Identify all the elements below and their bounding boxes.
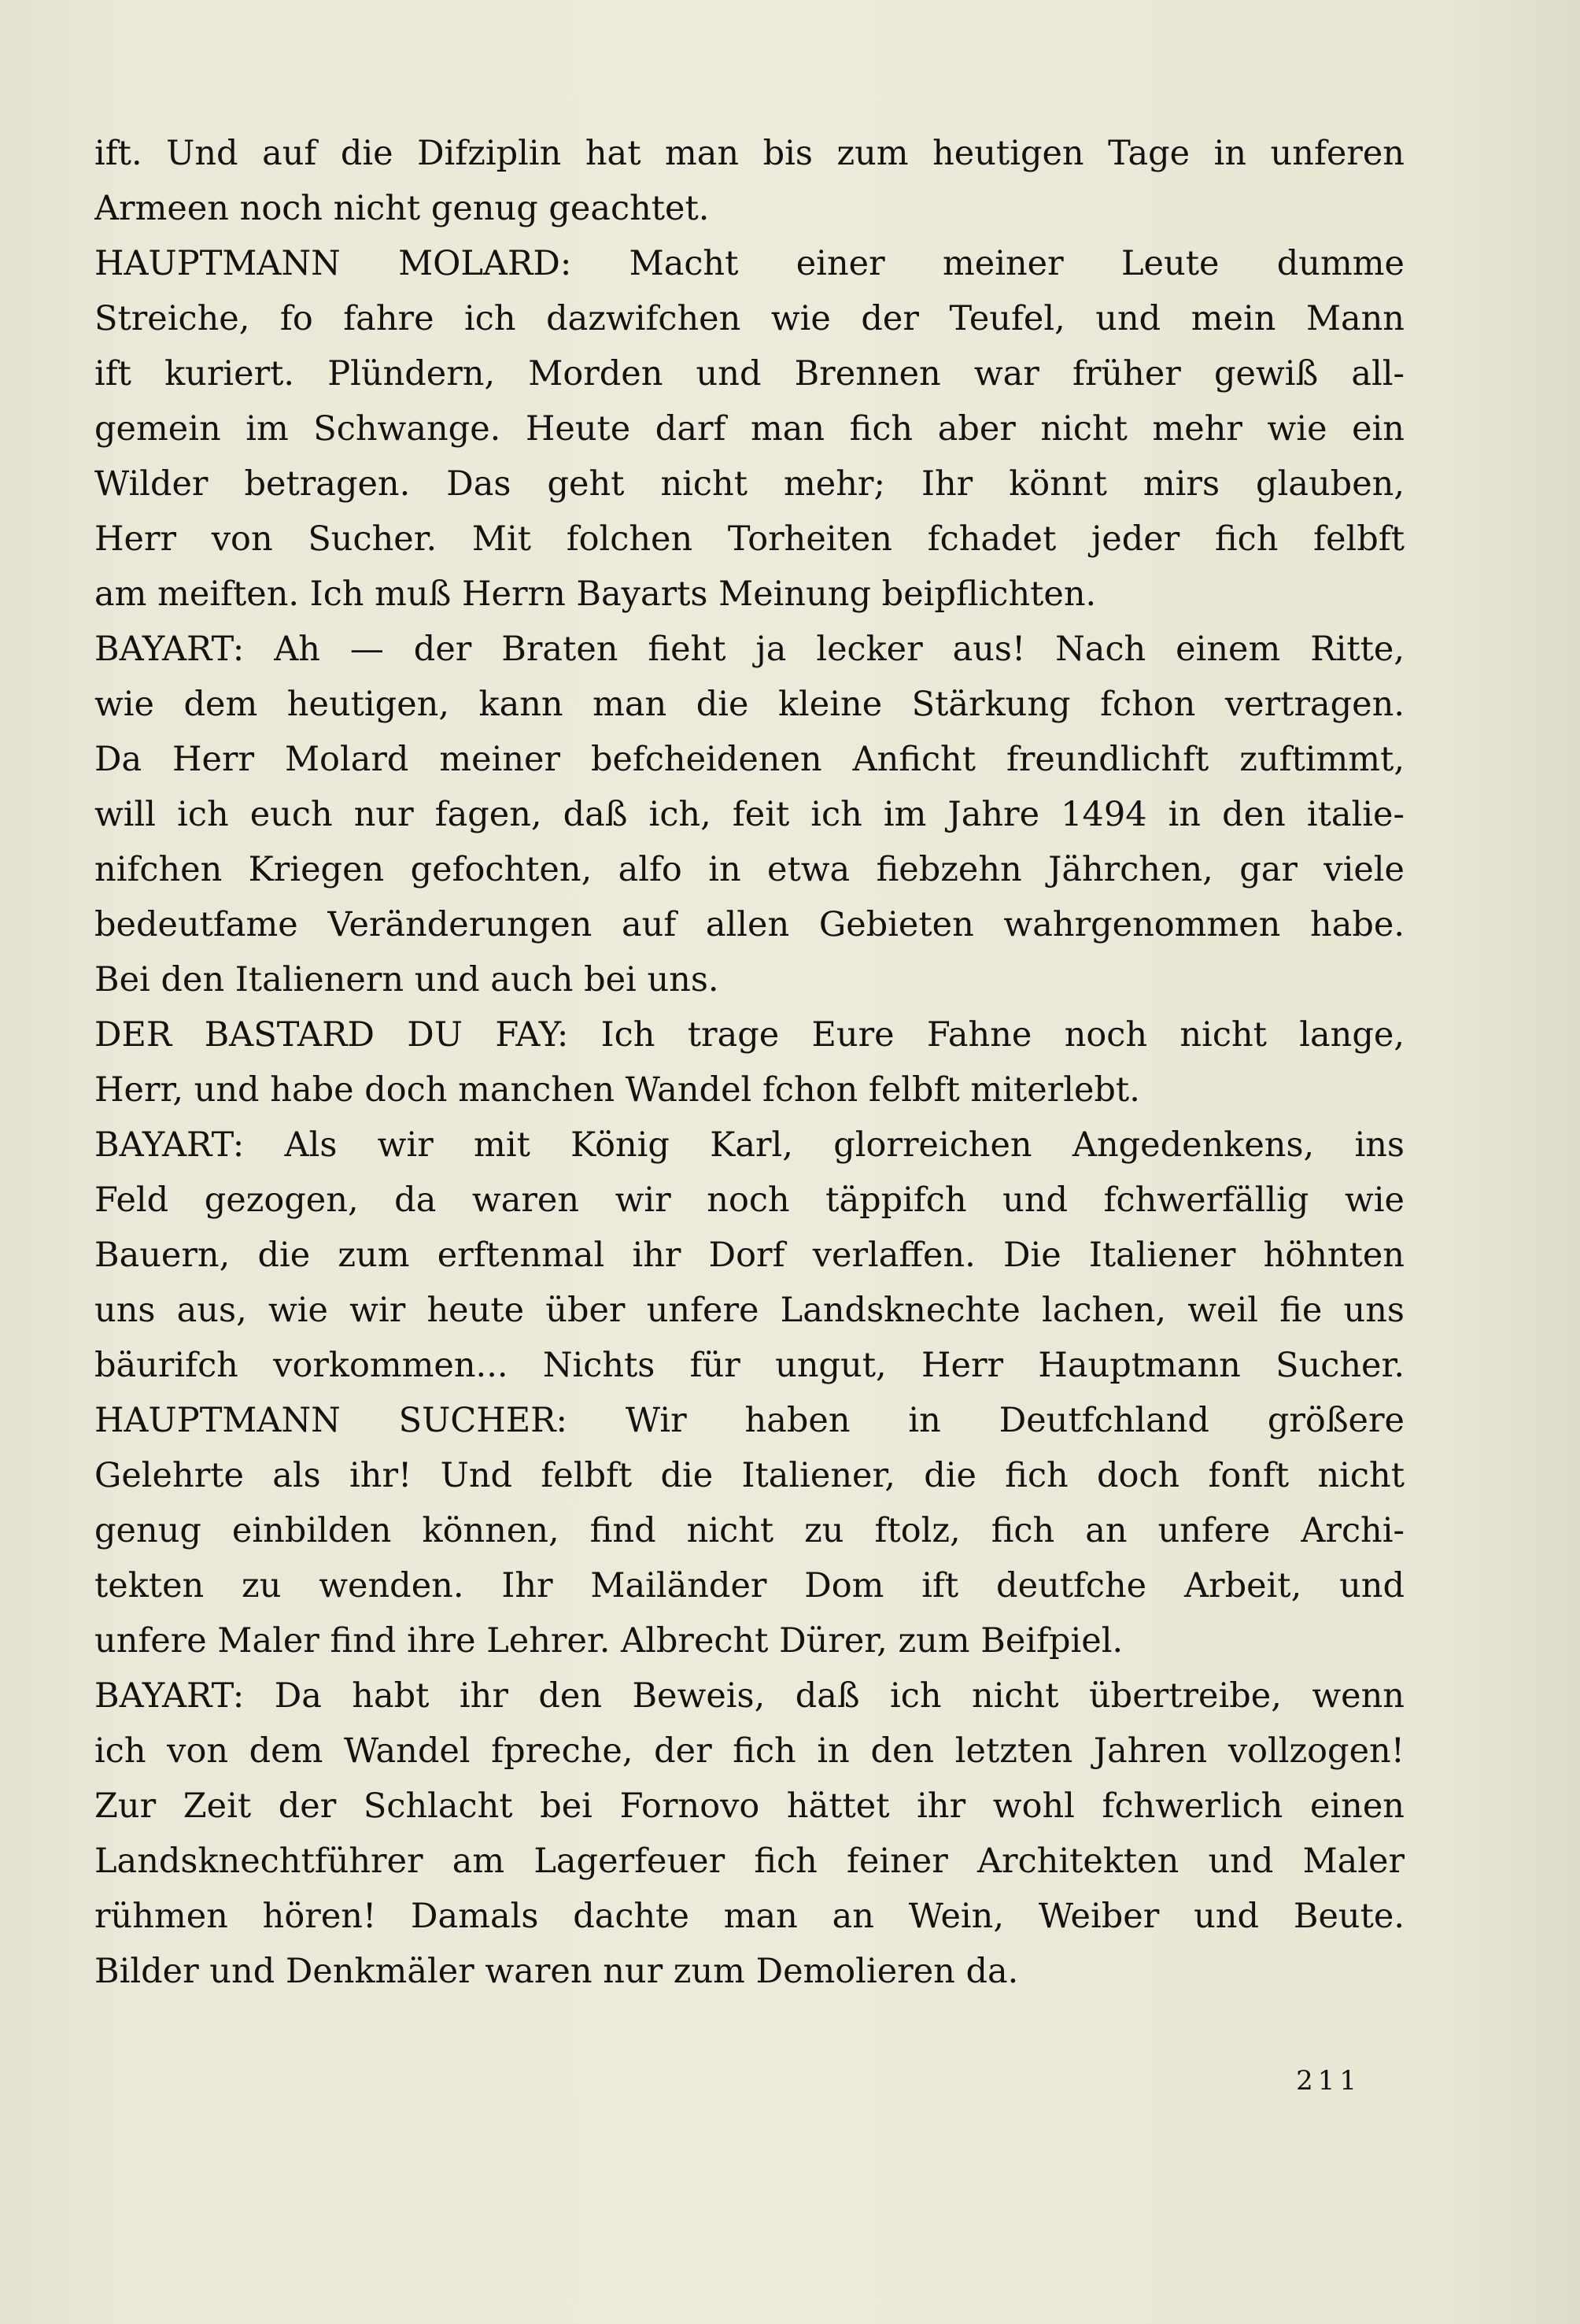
- text-line: am meiften. Ich muß Herrn Bayarts Meinung beipflichten.: [94, 575, 1097, 614]
- text-line: BAYART: Ah — der Braten fieht ja lecker aus! Nach einem Ritte,: [94, 630, 1405, 669]
- text-line: gemein im Schwange. Heute darf man fich aber nicht mehr wie ein: [94, 409, 1405, 449]
- text-line: uns aus, wie wir heute über unfere Landsknechte lachen, weil fie uns: [94, 1291, 1405, 1330]
- page-number: 211: [1296, 2065, 1361, 2097]
- text-line: Wilder betragen. Das geht nicht mehr; Ihr könnt mirs glauben,: [94, 464, 1405, 504]
- text-line: wie dem heutigen, kann man die kleine Stärkung fchon vertragen.: [94, 685, 1405, 724]
- text-line: Bilder und Denkmäler waren nur zum Demolieren da.: [94, 1952, 1019, 1991]
- text-line: Feld gezogen, da waren wir noch täppifch und fchwerfällig wie: [94, 1180, 1405, 1220]
- body-text: [94, 126, 1405, 1999]
- text-line: ich von dem Wandel fpreche, der fich in den letzten Jahren vollzogen!: [94, 1731, 1405, 1771]
- text-line: rühmen hören! Damals dachte man an Wein, Weiber und Beute.: [94, 1897, 1405, 1936]
- text-line: nifchen Kriegen gefochten, alfo in etwa fiebzehn Jährchen, gar viele: [94, 850, 1405, 889]
- text-line: DER BASTARD DU FAY: Ich trage Eure Fahne noch nicht lange,: [94, 1015, 1405, 1055]
- text-line: BAYART: Da habt ihr den Beweis, daß ich nicht übertreibe, wenn: [94, 1676, 1405, 1716]
- text-line: HAUPTMANN SUCHER: Wir haben in Deutfchland größere: [94, 1401, 1405, 1440]
- text-line: ift. Und auf die Difziplin hat man bis zum heutigen Tage in unferen: [94, 134, 1405, 173]
- text-line: tekten zu wenden. Ihr Mailänder Dom ift deutfche Arbeit, und: [94, 1566, 1405, 1605]
- text-line: will ich euch nur fagen, daß ich, feit ich im Jahre 1494 in den italie-: [94, 795, 1405, 834]
- text-line: Streiche, fo fahre ich dazwifchen wie der Teufel, und mein Mann: [94, 299, 1405, 338]
- text-line: Bauern, die zum erftenmal ihr Dorf verlaffen. Die Italiener höhnten: [94, 1236, 1405, 1275]
- text-line: HAUPTMANN MOLARD: Macht einer meiner Leute dumme: [94, 244, 1405, 283]
- text-line: genug einbilden können, find nicht zu ftolz, fich an unfere Archi-: [94, 1511, 1405, 1550]
- text-line: Herr, und habe doch manchen Wandel fchon felbft miterlebt.: [94, 1070, 1140, 1110]
- text-line: Armeen noch nicht genug geachtet.: [94, 189, 710, 228]
- text-line: Zur Zeit der Schlacht bei Fornovo hättet ihr wohl fchwerlich einen: [94, 1786, 1405, 1826]
- text-line: Da Herr Molard meiner befcheidenen Anficht freundlichft zuftimmt,: [94, 740, 1405, 779]
- text-line: BAYART: Als wir mit König Karl, glorreichen Angedenkens, ins: [94, 1125, 1405, 1165]
- text-line: bäurifch vorkommen... Nichts für ungut, Herr Hauptmann Sucher.: [94, 1346, 1405, 1385]
- text-line: bedeutfame Veränderungen auf allen Gebieten wahrgenommen habe.: [94, 905, 1405, 944]
- text-line: unfere Maler find ihre Lehrer. Albrecht Dürer, zum Beifpiel.: [94, 1621, 1124, 1661]
- text-line: ift kuriert. Plündern, Morden und Brennen war früher gewiß all-: [94, 354, 1405, 393]
- text-line: Gelehrte als ihr! Und felbft die Italiener, die fich doch fonft nicht: [94, 1456, 1405, 1495]
- text-line: Landsknechtführer am Lagerfeuer fich feiner Architekten und Maler: [94, 1842, 1405, 1881]
- text-line: Herr von Sucher. Mit folchen Torheiten fchadet jeder fich felbft: [94, 519, 1405, 559]
- text-line: Bei den Italienern und auch bei uns.: [94, 960, 719, 999]
